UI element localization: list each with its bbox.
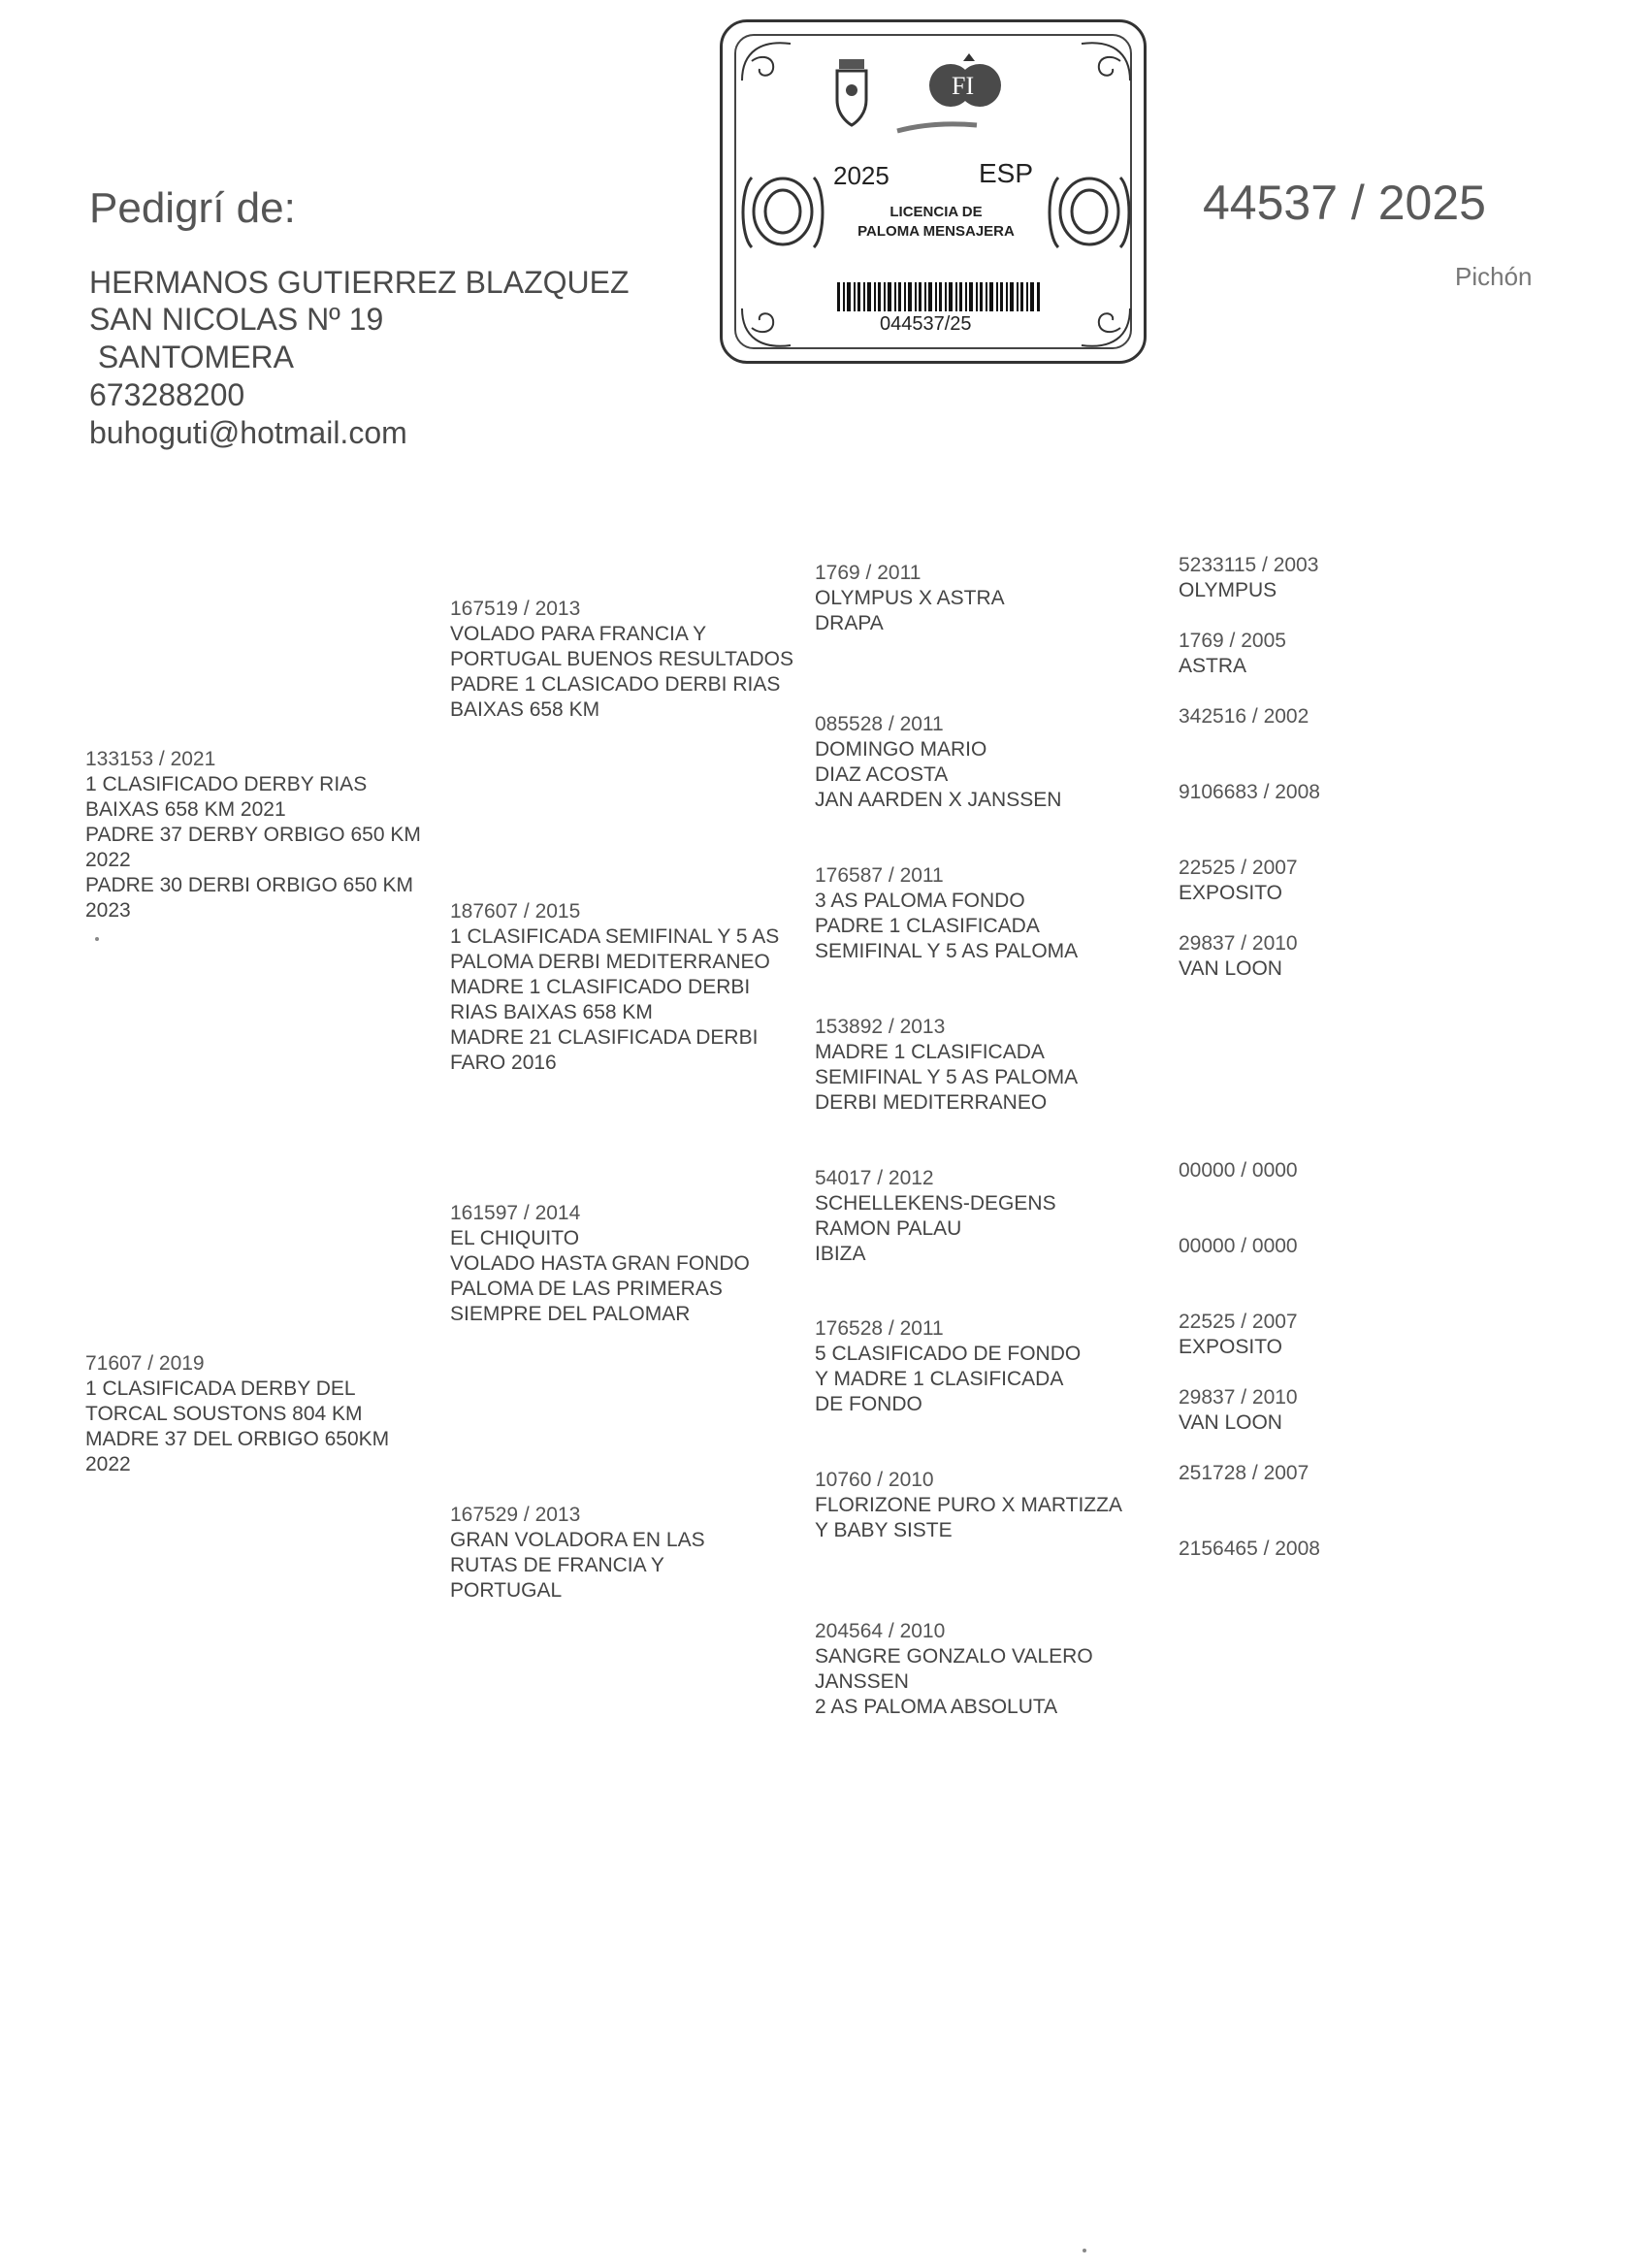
svg-text:FI: FI: [952, 72, 975, 100]
pedigree-ffm: [815, 712, 1174, 813]
pedigree-fmf: [815, 863, 1174, 964]
g10-notes: VAN LOON: [1179, 1411, 1282, 1434]
pedigree-g3: [1179, 704, 1470, 729]
license-card: [720, 19, 1147, 364]
pedigree-g2: [1179, 629, 1470, 679]
page-title: Pedigrí de:: [89, 184, 296, 232]
pedigree-g10: [1179, 1385, 1470, 1436]
fm-notes: 1 CLASIFICADA SEMIFINAL Y 5 AS PALOMA DERBI MEDITERRANEO MADRE 1 CLASIFICADO DERBI RIAS BAIXAS 658 KM MADRE 21 CLASIFICADA DERBI FARO 2016: [450, 925, 780, 1074]
pedigree-fm: [450, 899, 819, 1076]
fm-ring: 187607 / 2015: [450, 900, 581, 923]
g9-notes: EXPOSITO: [1179, 1336, 1282, 1358]
fmm-notes: MADRE 1 CLASIFICADA SEMIFINAL Y 5 AS PALOMA DERBI MEDITERRANEO: [815, 1041, 1079, 1114]
fmf-ring: 176587 / 2011: [815, 864, 944, 887]
mfm-notes: 5 CLASIFICADO DE FONDO Y MADRE 1 CLASIFICADA DE FONDO: [815, 1343, 1082, 1415]
mmf-ring: 10760 / 2010: [815, 1469, 934, 1491]
owner-name: HERMANOS GUTIERREZ BLAZQUEZ: [89, 265, 630, 300]
mother-ring: 71607 / 2019: [85, 1352, 205, 1375]
ffm-ring: 085528 / 2011: [815, 713, 944, 735]
mmm-ring: 204564 / 2010: [815, 1620, 946, 1642]
pedigree-mff: [815, 1166, 1174, 1267]
pedigree-g6: [1179, 931, 1470, 982]
fff-ring: 1769 / 2011: [815, 562, 922, 584]
license-label-line2: PALOMA MENSAJERA: [857, 223, 1015, 240]
pedigree-mfm: [815, 1316, 1174, 1417]
ring-number: 44537 / 2025: [1203, 176, 1486, 230]
g6-ring: 29837 / 2010: [1179, 932, 1298, 955]
g9-ring: 22525 / 2007: [1179, 1311, 1298, 1333]
father-notes: 1 CLASIFICADO DERBY RIAS BAIXAS 658 KM 2021 PADRE 37 DERBY ORBIGO 650 KM 2022 PADRE 30 DERBI ORBIGO 650 KM 2023: [85, 773, 421, 922]
pedigree-mmf: [815, 1468, 1174, 1543]
pedigree-g11: [1179, 1461, 1470, 1486]
license-year: 2025: [833, 161, 889, 190]
g4-ring: 9106683 / 2008: [1179, 781, 1320, 803]
pedigree-g12: [1179, 1537, 1470, 1562]
pedigree-ff: [450, 597, 819, 723]
barcode-icon: [837, 282, 1041, 311]
pedigree-fmm: [815, 1015, 1174, 1116]
mf-ring: 161597 / 2014: [450, 1202, 581, 1224]
fff-notes: OLYMPUS X ASTRA DRAPA: [815, 587, 1005, 634]
g2-ring: 1769 / 2005: [1179, 630, 1286, 652]
mmm-notes: SANGRE GONZALO VALERO JANSSEN 2 AS PALOMA ABSOLUTA: [815, 1645, 1093, 1718]
mf-notes: EL CHIQUITO VOLADO HASTA GRAN FONDO PALOMA DE LAS PRIMERAS SIEMPRE DEL PALOMAR: [450, 1227, 750, 1325]
pedigree-mmm: [815, 1619, 1174, 1720]
father-ring: 133153 / 2021: [85, 748, 216, 770]
g2-notes: ASTRA: [1179, 655, 1247, 677]
ff-notes: VOLADO PARA FRANCIA Y PORTUGAL BUENOS RESULTADOS PADRE 1 CLASICADO DERBI RIAS BAIXAS 658 KM: [450, 623, 793, 721]
pedigree-mm: [450, 1503, 819, 1604]
g1-ring: 5233115 / 2003: [1179, 554, 1319, 576]
ff-ring: 167519 / 2013: [450, 598, 581, 620]
mff-ring: 54017 / 2012: [815, 1167, 934, 1189]
g8-ring: 00000 / 0000: [1179, 1235, 1298, 1257]
fmf-notes: 3 AS PALOMA FONDO PADRE 1 CLASIFICADA SEMIFINAL Y 5 AS PALOMA: [815, 890, 1079, 962]
dot-mark: [95, 937, 99, 941]
owner-address: SAN NICOLAS Nº 19: [89, 302, 384, 337]
mm-notes: GRAN VOLADORA EN LAS RUTAS DE FRANCIA Y PORTUGAL: [450, 1529, 705, 1602]
g1-notes: OLYMPUS: [1179, 579, 1277, 601]
mm-ring: 167529 / 2013: [450, 1504, 581, 1526]
g10-ring: 29837 / 2010: [1179, 1386, 1298, 1409]
pedigree-g4: [1179, 780, 1470, 805]
g11-ring: 251728 / 2007: [1179, 1462, 1310, 1484]
pedigree-mf: [450, 1201, 819, 1327]
pedigree-father: [85, 747, 454, 923]
mff-notes: SCHELLEKENS-DEGENS RAMON PALAU IBIZA: [815, 1192, 1056, 1265]
ffm-notes: DOMINGO MARIO DIAZ ACOSTA JAN AARDEN X JANSSEN: [815, 738, 1062, 811]
license-label: [820, 203, 1052, 242]
barcode-number: 044537/25: [880, 313, 972, 335]
owner-email: buhoguti@hotmail.com: [89, 415, 407, 450]
owner-phone: 673288200: [89, 377, 245, 412]
scan-speck: [1083, 2249, 1086, 2252]
fmm-ring: 153892 / 2013: [815, 1016, 946, 1038]
pedigree-g8: [1179, 1234, 1470, 1259]
g7-ring: 00000 / 0000: [1179, 1159, 1298, 1182]
g6-notes: VAN LOON: [1179, 957, 1282, 980]
crest-icon: [837, 59, 866, 125]
pedigree-g5: [1179, 856, 1470, 906]
license-label-line1: LICENCIA DE: [889, 204, 983, 220]
federation-logo-icon: [929, 53, 1001, 107]
pedigree-mother: [85, 1351, 454, 1477]
pedigree-fff: [815, 561, 1174, 636]
g5-ring: 22525 / 2007: [1179, 857, 1298, 879]
g12-ring: 2156465 / 2008: [1179, 1538, 1320, 1560]
pedigree-g9: [1179, 1310, 1470, 1360]
pedigree-g1: [1179, 553, 1470, 603]
g3-ring: 342516 / 2002: [1179, 705, 1310, 728]
owner-city: SANTOMERA: [89, 340, 294, 374]
category-label: Pichón: [1455, 262, 1533, 291]
g5-notes: EXPOSITO: [1179, 882, 1282, 904]
mother-notes: 1 CLASIFICADA DERBY DEL TORCAL SOUSTONS 804 KM MADRE 37 DEL ORBIGO 650KM 2022: [85, 1377, 390, 1475]
license-country: ESP: [979, 158, 1034, 188]
mfm-ring: 176528 / 2011: [815, 1317, 944, 1340]
mmf-notes: FLORIZONE PURO X MARTIZZA Y BABY SISTE: [815, 1494, 1122, 1541]
pedigree-g7: [1179, 1158, 1470, 1183]
